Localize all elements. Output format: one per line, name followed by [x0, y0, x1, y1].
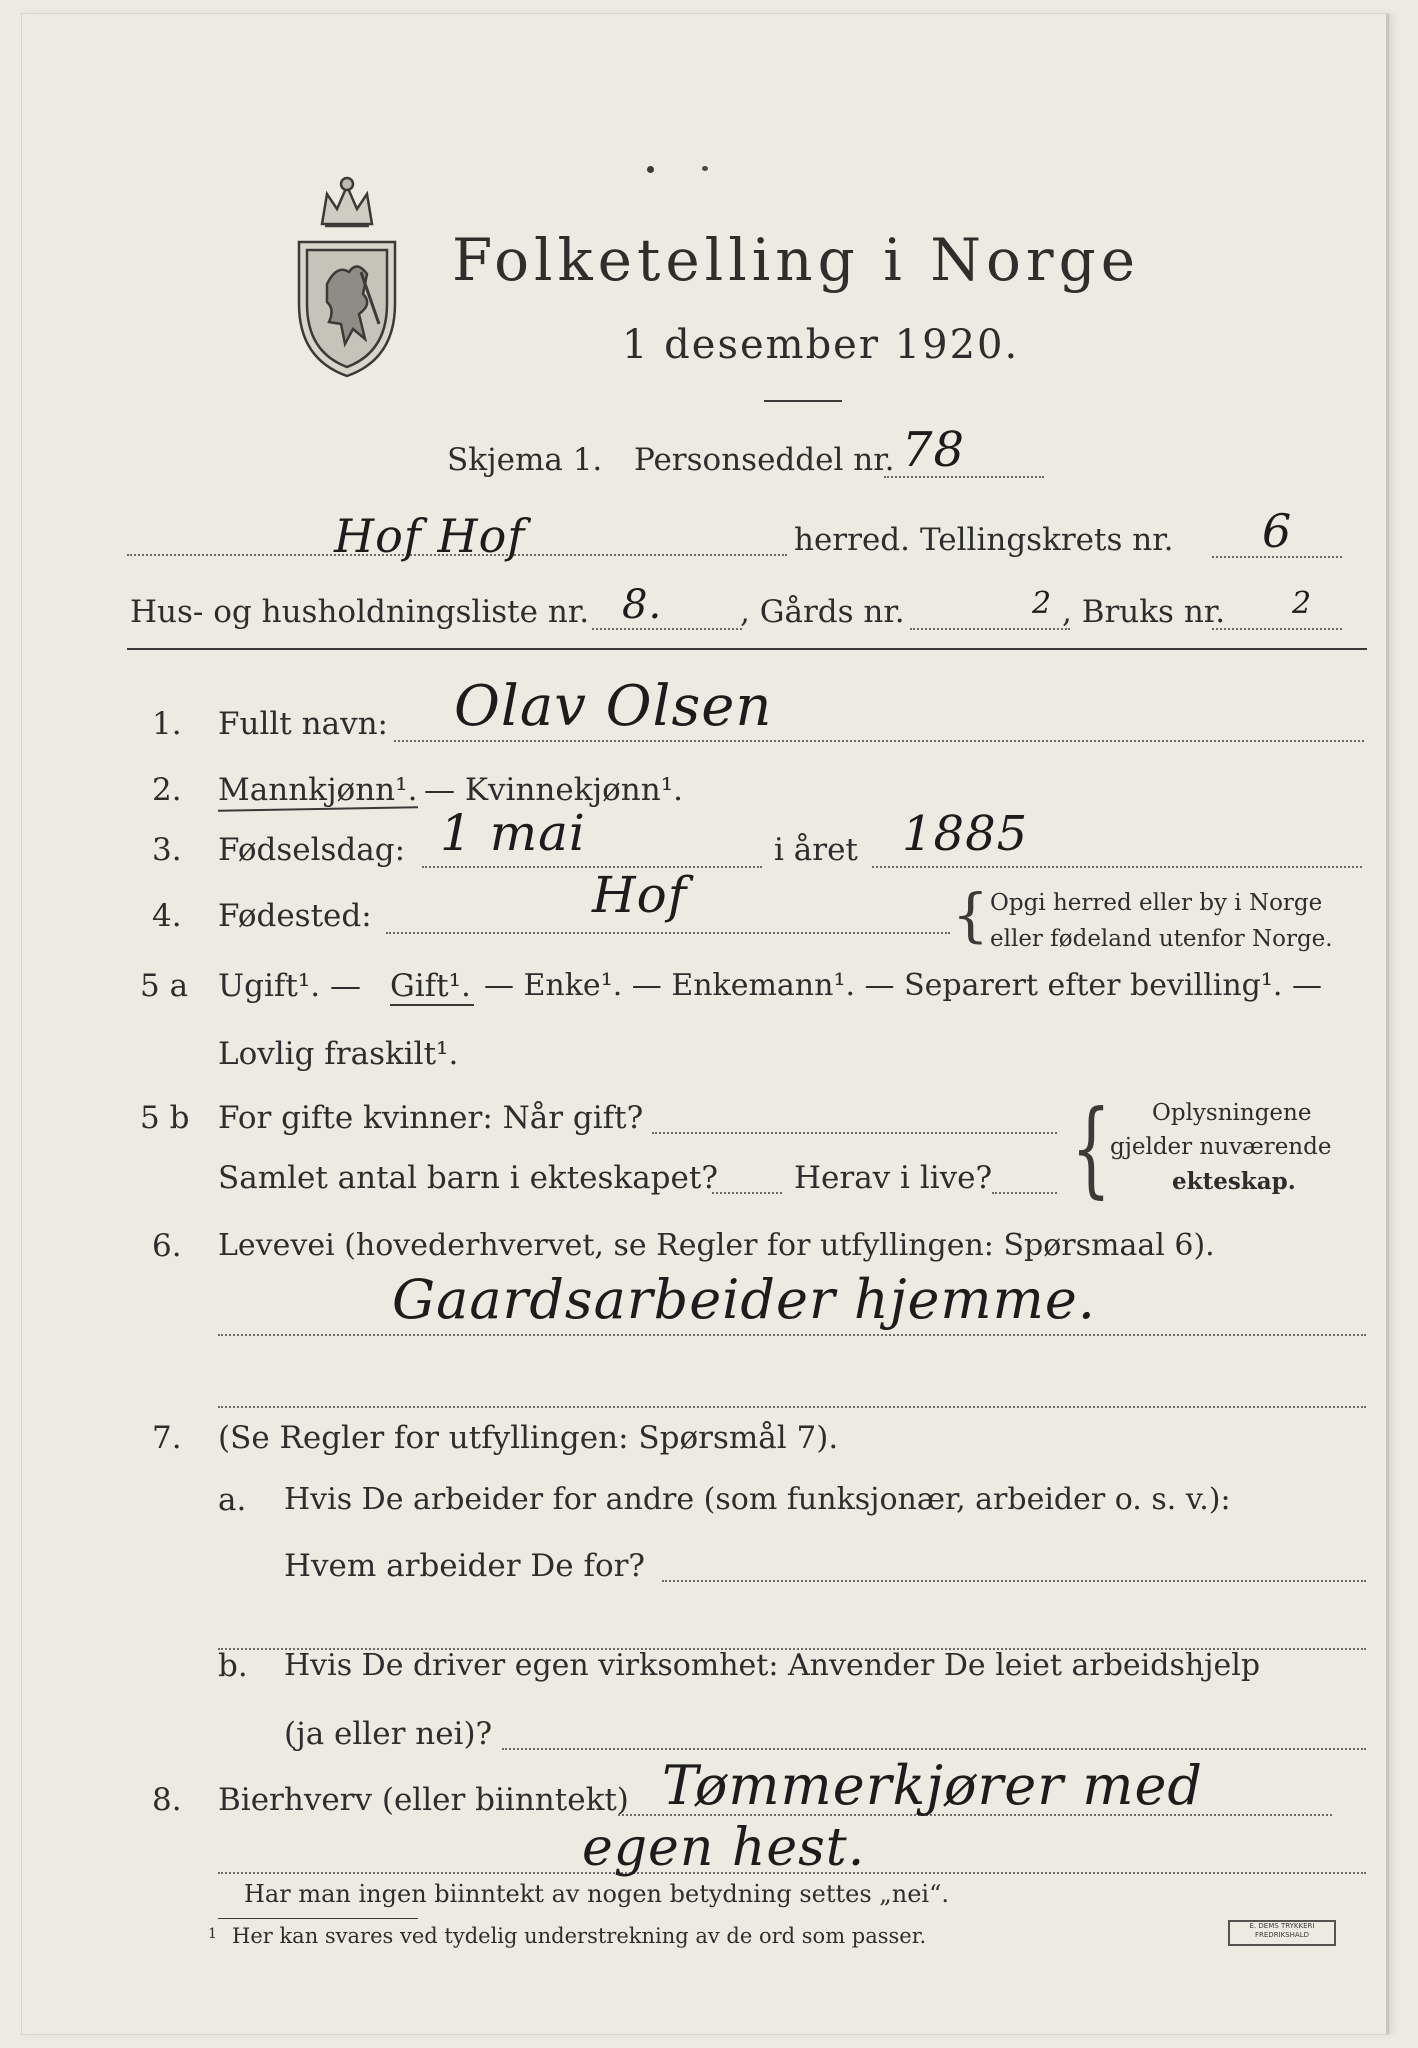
q7-number: 7.: [152, 1420, 182, 1456]
q5b-alive-label: Herav i live?: [794, 1160, 993, 1196]
q4-label: Fødested:: [218, 898, 372, 934]
q8-label: Bierhverv (eller biinntekt): [218, 1782, 629, 1818]
q4-number: 4.: [152, 898, 182, 934]
q3-year-value: 1885: [902, 806, 1029, 862]
q4-value: Hof: [592, 866, 688, 924]
herred-label: herred.: [794, 522, 910, 558]
personseddel-label: Personseddel nr.: [634, 442, 895, 478]
q4-note-line2: eller fødeland utenfor Norge.: [990, 926, 1333, 952]
q5a-ugift: Ugift¹. —: [218, 968, 361, 1004]
q4-note-brace: {: [952, 881, 989, 949]
q4-note-line1: Opgi herred eller by i Norge: [990, 890, 1323, 916]
census-form-sheet: [22, 14, 1389, 2034]
bruks-line: [1212, 628, 1342, 630]
q5b-note-brace: {: [1071, 1087, 1111, 1209]
q1-number: 1.: [152, 706, 182, 742]
q5b-number: 5 b: [140, 1100, 190, 1136]
tellingskrets-value: 6: [1262, 504, 1293, 558]
form-title: Folketelling i Norge: [452, 226, 1141, 294]
gards-value: 2: [1032, 586, 1053, 621]
printer-stamp: [1228, 1920, 1336, 1946]
q4-line: [386, 932, 950, 934]
q5b-children-label: Samlet antal barn i ekteskapet?: [218, 1160, 718, 1196]
q6-line2: [218, 1406, 1366, 1408]
q1-value: Olav Olsen: [454, 674, 773, 739]
q3-year-line: [872, 866, 1362, 868]
q5a-line2: Lovlig fraskilt¹.: [218, 1036, 459, 1072]
hus-label: Hus- og husholdningsliste nr.: [130, 594, 590, 630]
q7a-line2: Hvem arbeider De for?: [284, 1548, 646, 1584]
printer-stamp-line2: FREDRIKSHALD: [1254, 1931, 1309, 1939]
q5a-gift: Gift¹.: [390, 968, 471, 1004]
q6-label: Levevei (hovederhvervet, se Regler for utfyllingen: Spørsmaal 6).: [218, 1228, 1215, 1263]
q8-note: Har man ingen biinntekt av nogen betydning settes „nei“.: [244, 1880, 949, 1908]
q7a-line1: Hvis De arbeider for andre (som funksjonær, arbeider o. s. v.):: [284, 1482, 1231, 1517]
q3-label: Fødselsdag:: [218, 832, 406, 868]
q5a-number: 5 a: [140, 968, 189, 1004]
q5b-married-line: [652, 1132, 1057, 1134]
bruks-value: 2: [1292, 586, 1313, 621]
hus-line: [592, 628, 742, 630]
q8-value-line2: egen hest.: [582, 1818, 866, 1878]
q7a-letter: a.: [218, 1482, 247, 1518]
q6-number: 6.: [152, 1228, 182, 1264]
tellingskrets-label: Tellingskrets nr.: [920, 522, 1174, 558]
q5b-children-line: [712, 1192, 782, 1194]
q1-line: [394, 740, 1364, 742]
q7-label: (Se Regler for utfyllingen: Spørsmål 7).: [218, 1420, 839, 1456]
q5a-other-options: — Enke¹. — Enkemann¹. — Separert efter bevilling¹. —: [484, 968, 1322, 1003]
q7a-employer-line: [662, 1580, 1366, 1582]
ink-dot: [647, 166, 654, 173]
footnote-mark: 1: [208, 1926, 217, 1942]
ink-dot: [702, 166, 708, 171]
q2-male-option: Mannkjønn¹.: [218, 772, 418, 808]
census-date: 1 desember 1920.: [622, 322, 1020, 368]
header-divider: [127, 648, 1367, 650]
q5b-alive-line: [992, 1192, 1057, 1194]
gards-label: , Gårds nr.: [740, 594, 905, 630]
norwegian-coat-of-arms-emblem: [287, 164, 407, 384]
q7b-answer-line: [502, 1748, 1366, 1750]
q5b-note-line1: Oplysningene: [1152, 1100, 1312, 1126]
q7b-letter: b.: [218, 1648, 248, 1684]
q6-line1: [218, 1334, 1366, 1336]
footnote-divider: [218, 1918, 418, 1919]
schema-label: Skjema 1.: [447, 442, 603, 478]
q2-female-option: — Kvinnekjønn¹.: [424, 772, 683, 808]
q7b-line2: (ja eller nei)?: [284, 1716, 493, 1752]
q1-label: Fullt navn:: [218, 706, 388, 742]
q8-value-line1: Tømmerkjører med: [662, 1754, 1203, 1817]
q3-year-label: i året: [774, 832, 858, 868]
hus-value: 8.: [622, 582, 663, 628]
q5b-note-line3: ekteskap.: [1172, 1168, 1296, 1195]
q8-number: 8.: [152, 1782, 182, 1818]
footnote-text: Her kan svares ved tydelig understrekning av de ord som passer.: [232, 1924, 927, 1948]
herred-value: Hof Hof: [334, 509, 526, 563]
gards-line: [910, 628, 1070, 630]
q6-value: Gaardsarbeider hjemme.: [392, 1268, 1096, 1331]
q5b-note-line2: gjelder nuværende: [1110, 1134, 1332, 1160]
personseddel-value: 78: [902, 422, 966, 478]
q7b-line1: Hvis De driver egen virksomhet: Anvender De leiet arbeidshjelp: [284, 1648, 1261, 1683]
bruks-label: , Bruks nr.: [1062, 594, 1226, 630]
q2-number: 2.: [152, 772, 182, 808]
printer-stamp-line1: E. DEMS TRYKKERI: [1249, 1922, 1315, 1930]
q5a-gift-underline: [390, 1004, 474, 1006]
q5b-line1: For gifte kvinner: Når gift?: [218, 1100, 644, 1136]
q3-number: 3.: [152, 832, 182, 868]
q3-value: 1 mai: [440, 804, 586, 862]
title-divider: [764, 400, 842, 402]
